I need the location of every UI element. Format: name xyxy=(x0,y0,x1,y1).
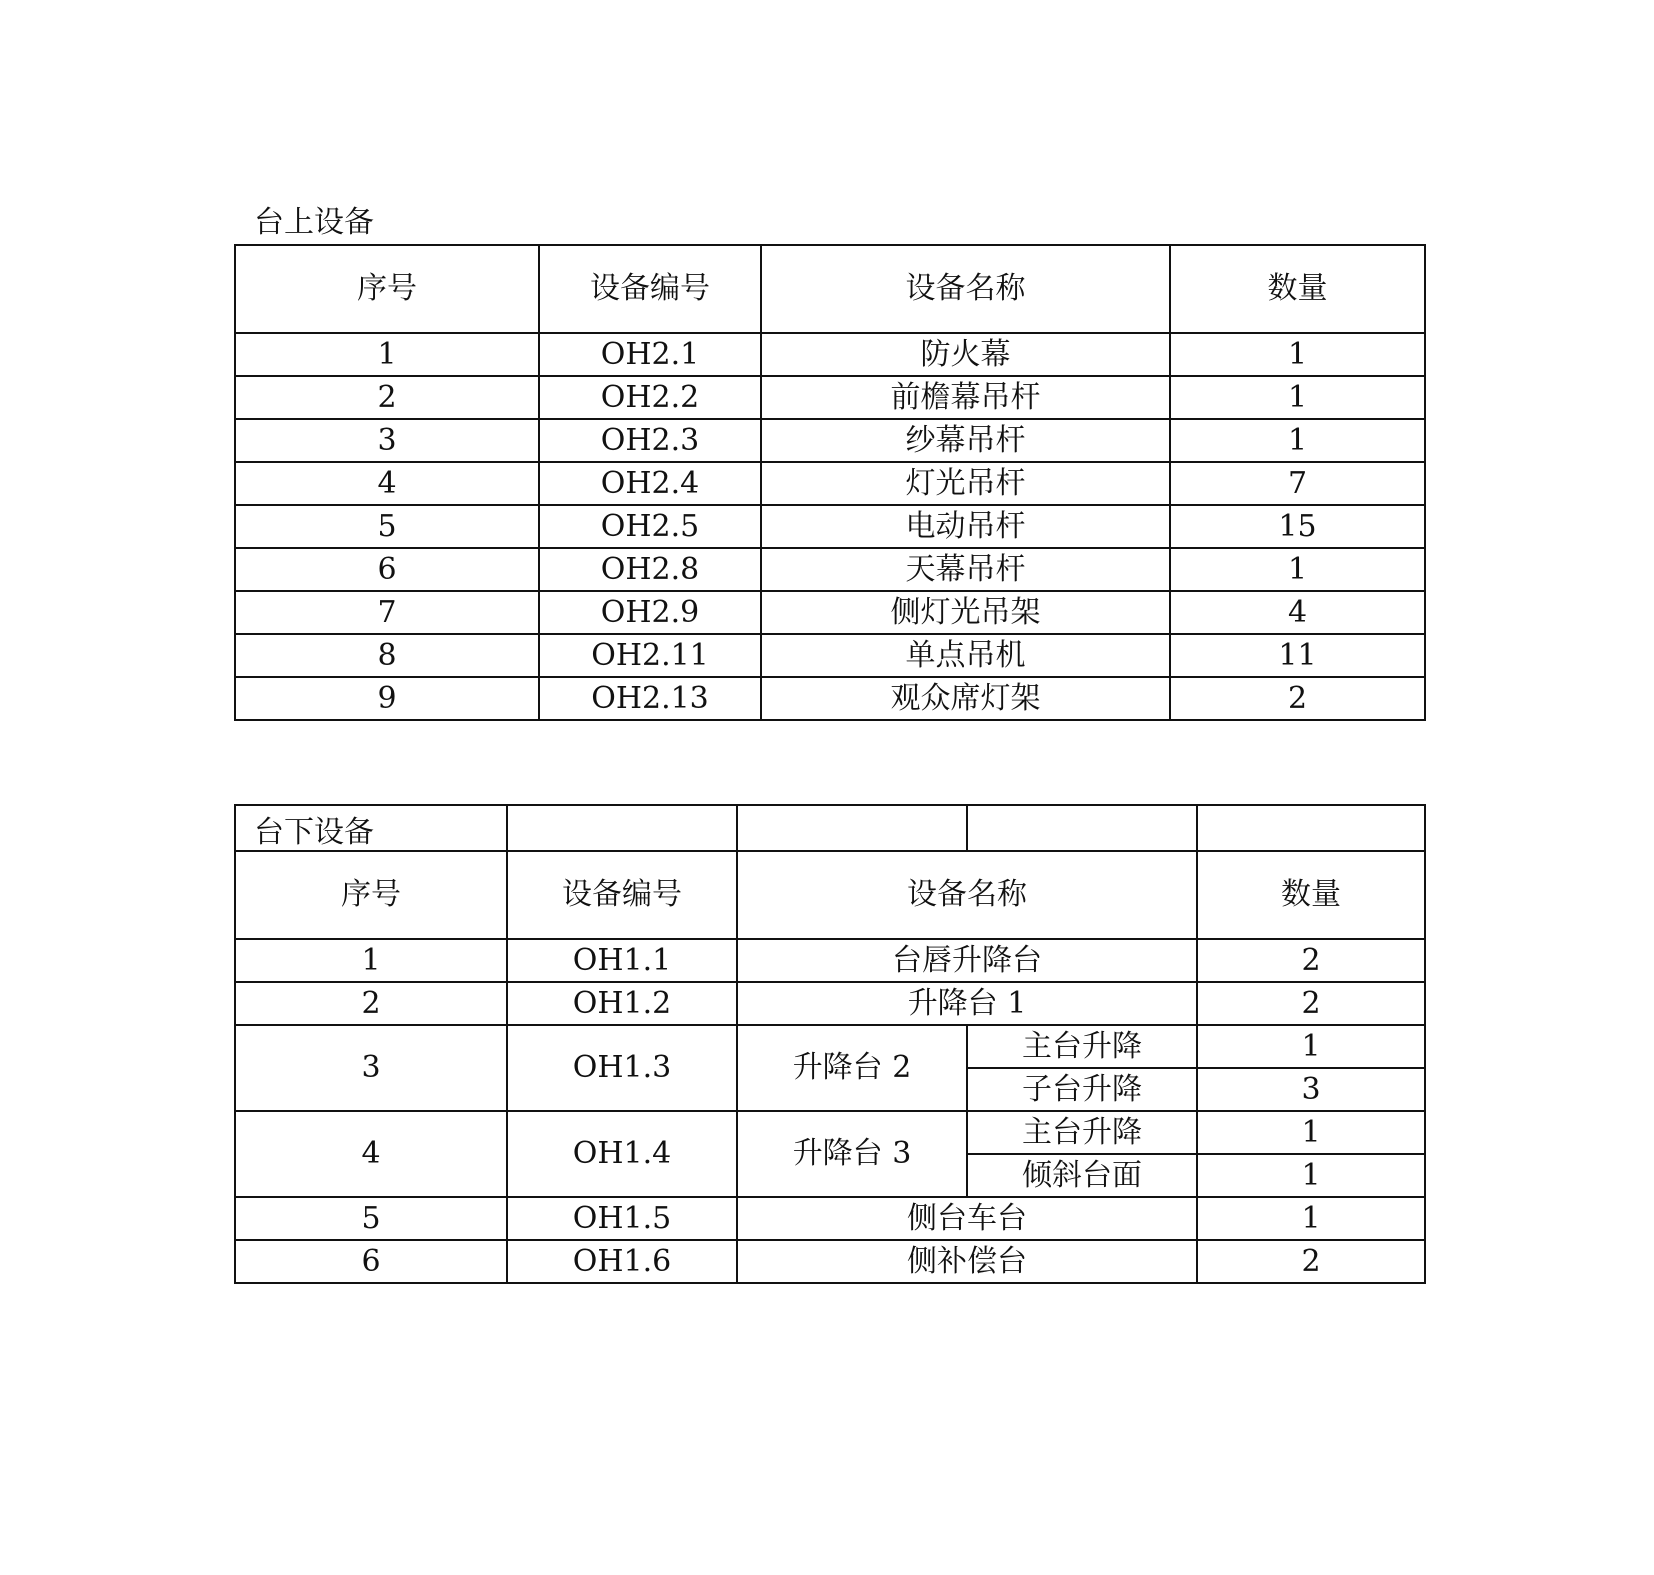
cell-quantity: 11 xyxy=(1170,634,1425,677)
cell-subname: 子台升降 xyxy=(967,1068,1197,1111)
table-row xyxy=(235,677,1425,720)
cell-index: 1 xyxy=(235,333,539,376)
cell-index: 7 xyxy=(235,591,539,634)
cell-code: OH2.2 xyxy=(539,376,761,419)
table-header-row xyxy=(235,245,1425,333)
cell-index: 5 xyxy=(235,1197,507,1240)
cell-name: 侧补偿台 xyxy=(737,1240,1197,1283)
cell-name: 升降台 1 xyxy=(737,982,1197,1025)
cell-quantity: 1 xyxy=(1170,333,1425,376)
cell-code: OH2.1 xyxy=(539,333,761,376)
cell-code: OH1.1 xyxy=(507,939,737,982)
cell-index: 6 xyxy=(235,548,539,591)
cell-name: 防火幕 xyxy=(761,333,1170,376)
table-row xyxy=(235,333,1425,376)
table-row xyxy=(235,419,1425,462)
cell-name: 天幕吊杆 xyxy=(761,548,1170,591)
cell-quantity: 1 xyxy=(1170,376,1425,419)
table-row xyxy=(235,982,1425,1025)
cell-index: 3 xyxy=(235,1025,507,1111)
cell-quantity: 1 xyxy=(1170,419,1425,462)
cell-quantity: 1 xyxy=(1170,548,1425,591)
table-row xyxy=(235,1240,1425,1283)
table-row xyxy=(235,1025,1425,1068)
cell-name: 灯光吊杆 xyxy=(761,462,1170,505)
cell-index: 2 xyxy=(235,982,507,1025)
header-quantity: 数量 xyxy=(1170,245,1425,333)
cell-quantity: 2 xyxy=(1197,1240,1425,1283)
table-row xyxy=(235,548,1425,591)
cell-subname: 主台升降 xyxy=(967,1111,1197,1154)
cell-index: 6 xyxy=(235,1240,507,1283)
cell-name: 单点吊机 xyxy=(761,634,1170,677)
cell-code: OH2.3 xyxy=(539,419,761,462)
cell-code: OH2.5 xyxy=(539,505,761,548)
lower-equipment-table xyxy=(234,804,1426,1284)
table-header-row xyxy=(235,851,1425,939)
cell-code: OH1.6 xyxy=(507,1240,737,1283)
cell-quantity: 3 xyxy=(1197,1068,1425,1111)
header-index: 序号 xyxy=(235,851,507,939)
table-row xyxy=(235,939,1425,982)
caption-row xyxy=(235,805,1425,851)
table-row xyxy=(235,376,1425,419)
empty-cell xyxy=(967,805,1197,851)
cell-index: 4 xyxy=(235,1111,507,1197)
cell-code: OH2.9 xyxy=(539,591,761,634)
cell-name: 升降台 2 xyxy=(737,1025,967,1111)
header-index: 序号 xyxy=(235,245,539,333)
cell-code: OH2.8 xyxy=(539,548,761,591)
cell-quantity: 2 xyxy=(1197,939,1425,982)
cell-quantity: 2 xyxy=(1170,677,1425,720)
cell-quantity: 1 xyxy=(1197,1154,1425,1197)
cell-name: 电动吊杆 xyxy=(761,505,1170,548)
cell-code: OH1.2 xyxy=(507,982,737,1025)
cell-code: OH2.13 xyxy=(539,677,761,720)
empty-cell xyxy=(507,805,737,851)
lower-table-caption: 台下设备 xyxy=(235,805,507,851)
cell-quantity: 2 xyxy=(1197,982,1425,1025)
header-code: 设备编号 xyxy=(539,245,761,333)
cell-code: OH2.4 xyxy=(539,462,761,505)
cell-name: 前檐幕吊杆 xyxy=(761,376,1170,419)
cell-name: 纱幕吊杆 xyxy=(761,419,1170,462)
table-row xyxy=(235,634,1425,677)
cell-quantity: 7 xyxy=(1170,462,1425,505)
table-row xyxy=(235,1197,1425,1240)
cell-quantity: 1 xyxy=(1197,1197,1425,1240)
cell-name: 侧台车台 xyxy=(737,1197,1197,1240)
empty-cell xyxy=(1197,805,1425,851)
cell-name: 台唇升降台 xyxy=(737,939,1197,982)
cell-index: 8 xyxy=(235,634,539,677)
cell-quantity: 1 xyxy=(1197,1025,1425,1068)
table-row xyxy=(235,505,1425,548)
cell-subname: 主台升降 xyxy=(967,1025,1197,1068)
cell-quantity: 1 xyxy=(1197,1111,1425,1154)
cell-name: 侧灯光吊架 xyxy=(761,591,1170,634)
header-name: 设备名称 xyxy=(761,245,1170,333)
header-code: 设备编号 xyxy=(507,851,737,939)
empty-cell xyxy=(737,805,967,851)
cell-quantity: 4 xyxy=(1170,591,1425,634)
cell-name: 观众席灯架 xyxy=(761,677,1170,720)
cell-code: OH1.3 xyxy=(507,1025,737,1111)
table-row xyxy=(235,462,1425,505)
header-name: 设备名称 xyxy=(737,851,1197,939)
cell-quantity: 15 xyxy=(1170,505,1425,548)
header-quantity: 数量 xyxy=(1197,851,1425,939)
cell-name: 升降台 3 xyxy=(737,1111,967,1197)
cell-code: OH1.5 xyxy=(507,1197,737,1240)
table-row xyxy=(235,1111,1425,1154)
upper-equipment-table xyxy=(234,244,1426,721)
cell-index: 1 xyxy=(235,939,507,982)
cell-index: 5 xyxy=(235,505,539,548)
cell-index: 9 xyxy=(235,677,539,720)
cell-code: OH2.11 xyxy=(539,634,761,677)
cell-index: 2 xyxy=(235,376,539,419)
cell-index: 3 xyxy=(235,419,539,462)
cell-index: 4 xyxy=(235,462,539,505)
cell-subname: 倾斜台面 xyxy=(967,1154,1197,1197)
upper-table-caption: 台上设备 xyxy=(254,205,374,240)
cell-code: OH1.4 xyxy=(507,1111,737,1197)
table-row xyxy=(235,591,1425,634)
